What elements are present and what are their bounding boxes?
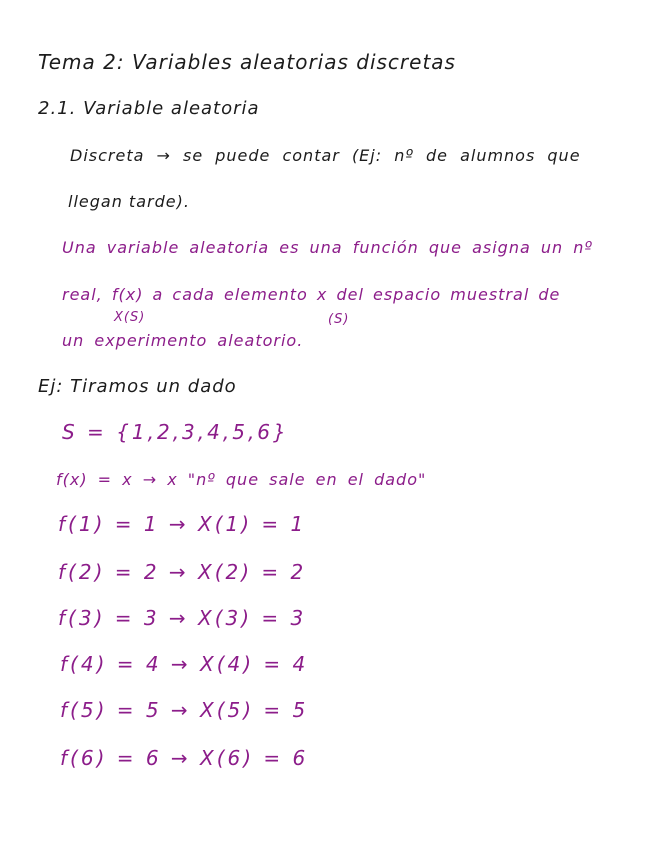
sample-space: S = {1,2,3,4,5,6} bbox=[62, 420, 289, 444]
definition-line-2: real, f(x) a cada elemento x del espacio muestral de bbox=[62, 285, 561, 304]
mapping-row-6: f(6) = 6 → X(6) = 6 bbox=[60, 746, 309, 770]
annotation-x-of-s: X(S) bbox=[114, 310, 146, 325]
mapping-row-1: f(1) = 1 → X(1) = 1 bbox=[58, 512, 307, 536]
mapping-row-2: f(2) = 2 → X(2) = 2 bbox=[58, 560, 307, 584]
example-intro: Ej: Tiramos un dado bbox=[38, 376, 237, 397]
mapping-row-4: f(4) = 4 → X(4) = 4 bbox=[60, 652, 309, 676]
note-line-1: Discreta → se puede contar (Ej: nº de alumnos que bbox=[70, 146, 581, 165]
annotation-s: (S) bbox=[328, 312, 350, 327]
page-title: Tema 2: Variables aleatorias discretas bbox=[38, 50, 456, 74]
note-line-2: llegan tarde). bbox=[68, 192, 190, 211]
mapping-row-5: f(5) = 5 → X(5) = 5 bbox=[60, 698, 309, 722]
mapping-rule: f(x) = x → x "nº que sale en el dado" bbox=[56, 470, 427, 489]
definition-line-3: un experimento aleatorio. bbox=[62, 331, 304, 350]
definition-line-1: Una variable aleatoria es una función que asigna un nº bbox=[62, 238, 593, 257]
section-heading: 2.1. Variable aleatoria bbox=[38, 98, 260, 119]
mapping-row-3: f(3) = 3 → X(3) = 3 bbox=[58, 606, 307, 630]
